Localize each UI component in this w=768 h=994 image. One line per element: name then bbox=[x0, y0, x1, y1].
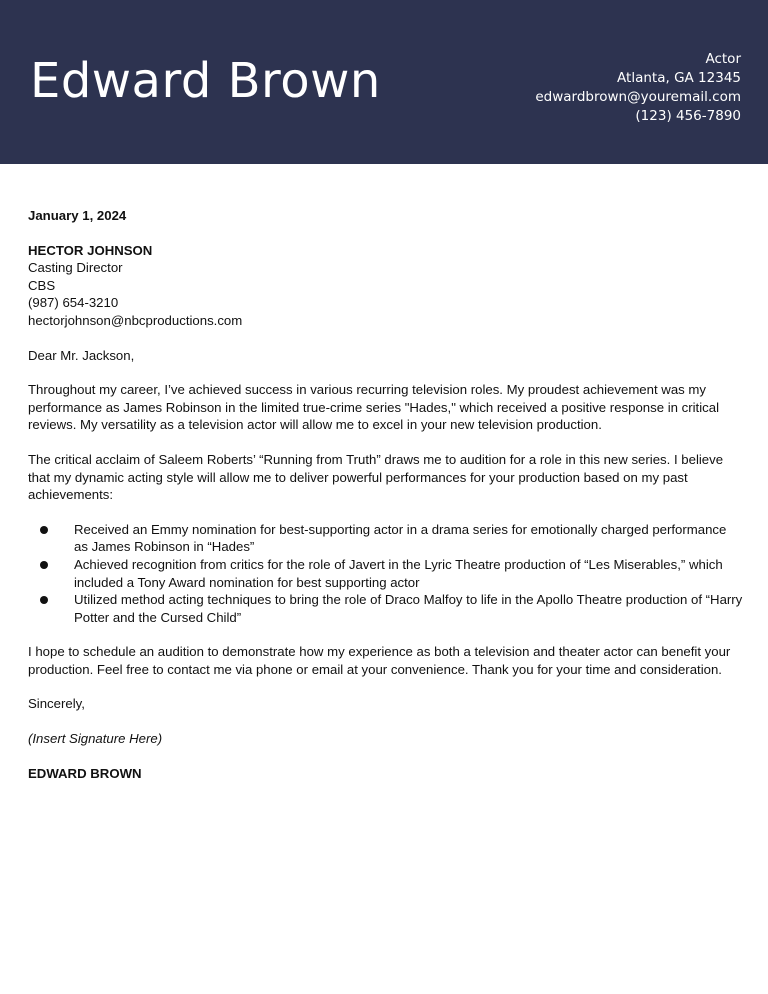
signature-placeholder: (Insert Signature Here) bbox=[28, 731, 163, 747]
applicant-name: Edward Brown bbox=[30, 53, 381, 109]
list-item bbox=[28, 591, 743, 626]
bullet-icon bbox=[40, 596, 48, 604]
recipient-title: Casting Director bbox=[28, 260, 123, 276]
applicant-location: Atlanta, GA 12345 bbox=[617, 70, 741, 86]
bullet-icon bbox=[40, 526, 48, 534]
list-item-text: Received an Emmy nomination for best-supporting actor in a drama series for emotionally charged performance as James Robinson in “Hades” bbox=[74, 521, 727, 555]
recipient-phone: (987) 654-3210 bbox=[28, 295, 119, 311]
salutation: Dear Mr. Jackson, bbox=[28, 347, 135, 363]
applicant-email: edwardbrown@youremail.com bbox=[535, 89, 741, 105]
list-item-text: Utilized method acting techniques to bring the role of Draco Malfoy to life in the Apollo Theatre production of “Harry Potter and the Cursed Child” bbox=[74, 592, 743, 625]
letter-date: January 1, 2024 bbox=[28, 208, 127, 223]
contact-block bbox=[535, 50, 741, 126]
applicant-title: Actor bbox=[705, 51, 741, 67]
bullet-icon bbox=[40, 561, 48, 569]
achievements-list bbox=[28, 521, 743, 627]
closing: Sincerely, bbox=[28, 696, 85, 712]
list-item bbox=[28, 556, 743, 591]
sender-name: EDWARD BROWN bbox=[28, 765, 142, 781]
recipient-email: hectorjohnson@nbcproductions.com bbox=[28, 312, 243, 328]
paragraph-intro: Throughout my career, I’ve achieved success in various recurring television roles. My proudest achievement was my performance as James Robinson in the limited true-crime series "Hades," which received a positive response in critical reviews. My versatility as a television actor will allow me to excel in your new television production. bbox=[28, 382, 720, 433]
letter-body bbox=[28, 207, 743, 782]
recipient-company: CBS bbox=[28, 277, 56, 293]
header-banner bbox=[0, 0, 768, 164]
list-item-text: Achieved recognition from critics for the role of Javert in the Lyric Theatre production of “Les Miserables,” which included a Tony Award nomination for best supporting actor bbox=[74, 556, 723, 590]
recipient-block bbox=[28, 242, 743, 330]
recipient-name: HECTOR JOHNSON bbox=[28, 242, 153, 258]
paragraph-motivation: The critical acclaim of Saleem Roberts’ “Running from Truth” draws me to audition for a role in this new series. I believe that my dynamic acting style will allow me to deliver powerful performances for your production based on my past achievements: bbox=[28, 451, 724, 503]
applicant-phone: (123) 456-7890 bbox=[635, 108, 741, 124]
list-item bbox=[28, 521, 743, 556]
paragraph-closing: I hope to schedule an audition to demonstrate how my experience as both a television and theater actor can benefit your production. Feel free to contact me via phone or email at your convenience. Thank you for your time and consideration. bbox=[28, 644, 731, 677]
